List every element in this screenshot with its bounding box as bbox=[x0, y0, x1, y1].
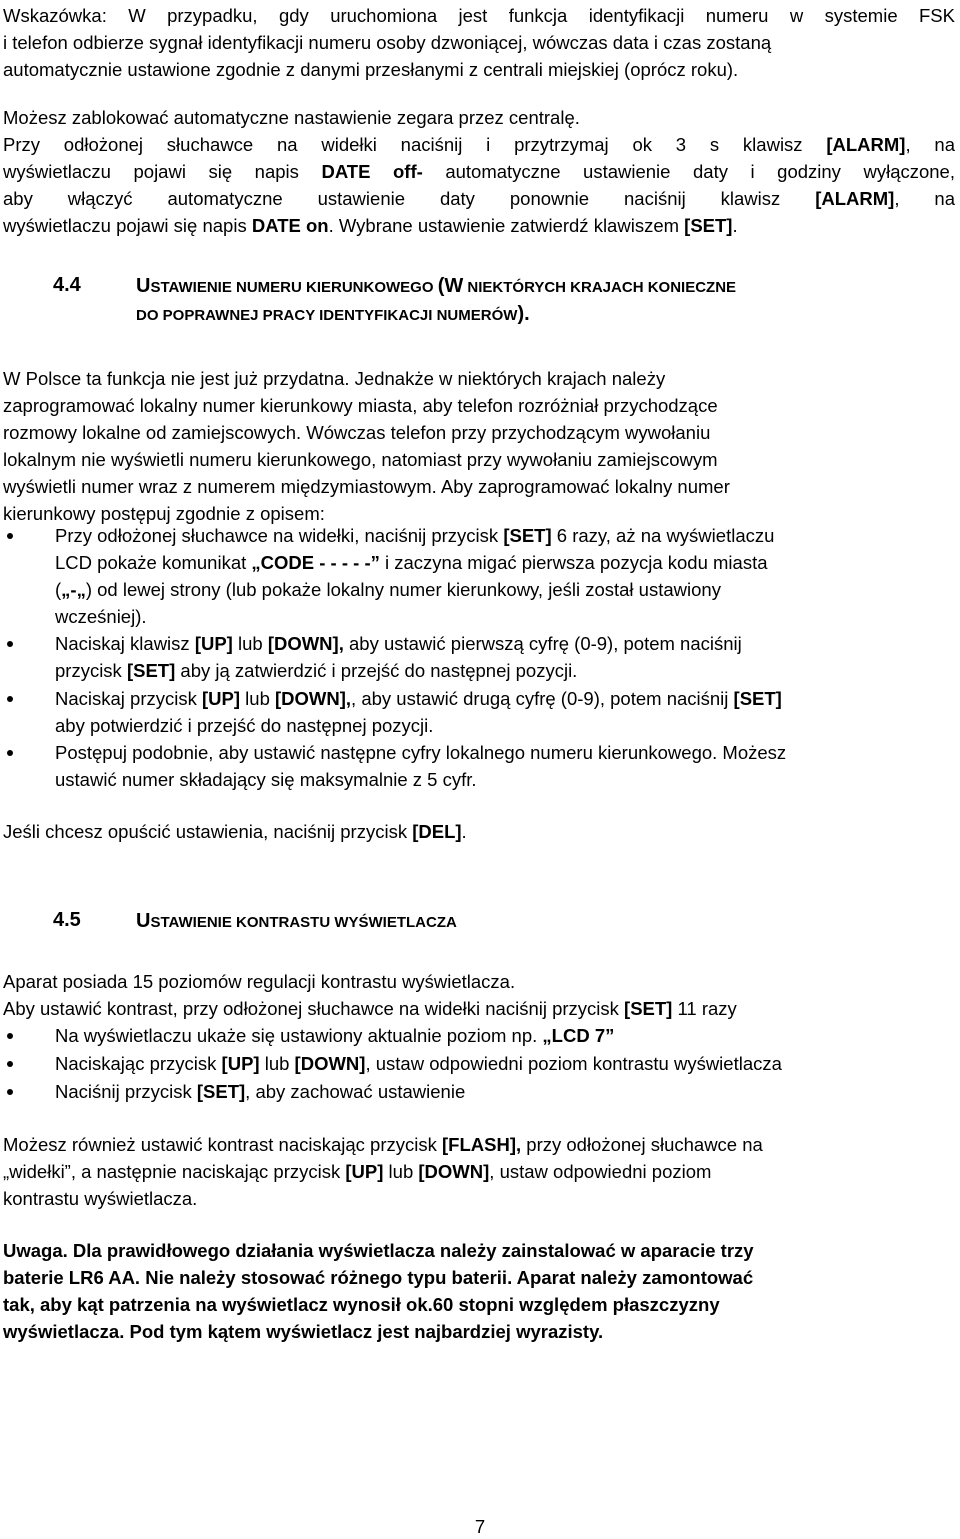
page-number: 7 bbox=[474, 1516, 486, 1537]
del-key-label: [DEL] bbox=[412, 821, 462, 842]
bullet-icon bbox=[7, 1033, 13, 1039]
bullet-icon bbox=[7, 641, 13, 647]
text-line: wyświetlaczu pojawi się napis DATE on. Wybrane ustawienie zatwierdź klawiszem [SET]. bbox=[3, 215, 738, 236]
bullet-icon bbox=[7, 1089, 13, 1095]
bullet-icon bbox=[7, 533, 13, 539]
text-line: W Polsce ta funkcja nie jest już przydatna. Jednakże w niektórych krajach należy bbox=[3, 368, 666, 389]
text-line: kierunkowy postępuj zgodnie z opisem: bbox=[3, 503, 325, 524]
text-line: Wskazówka: W przypadku, gdy uruchomiona jest funkcja identyfikacji numeru w systemie FSK bbox=[3, 5, 955, 26]
set-key-label: [SET] bbox=[684, 215, 733, 236]
bullet-icon bbox=[7, 750, 13, 756]
section-number: 4.4 bbox=[53, 274, 81, 296]
alarm-key-label: [ALARM] bbox=[826, 134, 906, 155]
cancel-instruction: Jeśli chcesz opuścić ustawienia, naciśnij przycisk [DEL]. bbox=[3, 821, 467, 842]
text-line: lokalnym nie wyświetli numeru kierunkowego, natomiast przy wywołaniu zamiejscowym bbox=[3, 449, 718, 470]
contrast-paragraph: Aparat posiada 15 poziomów regulacji kontrastu wyświetlacza. Aby ustawić kontrast, przy odłożonej słuchawce na widełki naciśnij przycisk [SET] 11 razy bbox=[3, 971, 737, 1019]
section-number: 4.5 bbox=[53, 909, 81, 931]
bullet-icon bbox=[7, 696, 13, 702]
text-line: zaprogramować lokalny numer kierunkowy miasta, aby telefon rozróżniał przychodzące bbox=[3, 395, 718, 416]
text-line: wyświetlaczu pojawi się napis DATE off- automatyczne ustawienie daty i godziny wyłączone, bbox=[3, 161, 955, 182]
section-title-line2: DO POPRAWNEJ PRACY IDENTYFIKACJI NUMERÓW). bbox=[136, 303, 530, 325]
date-on-label: DATE on bbox=[251, 215, 329, 236]
section-title: USTAWIENIE NUMERU KIERUNKOWEGO (W NIEKTÓRYCH KRAJACH KONIECZNE bbox=[136, 275, 737, 297]
area-code-paragraph bbox=[3, 365, 955, 527]
text-line: i telefon odbierze sygnał identyfikacji numeru osoby dzwoniącej, wówczas data i czas zostaną bbox=[3, 32, 772, 53]
text-line: Możesz zablokować automatyczne nastawienie zegara przez centralę. bbox=[3, 107, 580, 128]
bullet-icon bbox=[7, 1061, 13, 1067]
code-message-label: „CODE - - - - -” bbox=[251, 552, 380, 573]
battery-warning-note: Uwaga. Dla prawidłowego działania wyświetlacza należy zainstalować w aparacie trzy baterie LR6 AA. Nie należy stosować różnego typu baterii. Aparat należy zamontować tak, aby kąt patrzenia na wyświetlacz wynosił ok.60 stopni względem płaszczyzny wyświetlacza. Pod tym kątem wyświetlacz jest najbardziej wyrazisty. bbox=[3, 1240, 754, 1342]
fsk-tip-paragraph bbox=[3, 2, 955, 83]
manual-page: Wskazówka: W przypadku, gdy uruchomiona jest funkcja identyfikacji numeru w systemie FSK i telefon odbierze sygnał identyfikacji numeru osoby dzwoniącej, wówczas data i czas zostaną automatycznie ustawione zgodnie z danymi przesłanymi z centrali miejskiej (oprócz roku). Możesz zablokować automatyczne nastawienie zegara przez centralę. Przy odłożonej słuchawce na widełki naciśnij i przytrzymaj ok 3 s klawisz [ALARM], na wyświetlaczu pojawi się napis DATE off- automatyczne ustawienie daty i godziny wyłączone, aby włączyć automatyczne ustawienie daty ponownie naciśnij klawisz [ALARM], na wyświetlaczu pojawi się napis DATE on. Wybrane ustawienie zatwierdź klawiszem [SET]. 4.4 USTAWIENIE NUMERU KIERUNKOWEGO (W NIEKTÓRYCH KRAJACH KONIECZNE DO POPRAWNEJ PRACY IDENTYFIKACJI NUMERÓW). W Polsce ta funkcja nie jest już przydatna. Jednakże w niektórych krajach należy zaprogramować lokalny numer kierunkowy miasta, aby telefon rozróżniał przychodzące rozmowy lokalne od zamiejscowych. Wówczas telefon przy przychodzącym wywołaniu lokalnym nie wyświetli numeru kierunkowego, natomiast przy wywołaniu zamiejscowym wyświetli numer wraz z numerem międzymiastowym. Aby zaprogramować lokalny numer kierunkowy postępuj zgodnie z opisem: Przy odłożonej słuchawce na widełki, naciśnij przycisk [SET] 6 razy, aż na wyświetlaczu LCD pokaże komunikat „CODE - - - - -” i zaczyna migać pierwsza pozycja kodu miasta („-„) od lewej strony (lub pokaże lokalny numer kierunkowy, jeśli został ustawiony wcześniej). Naciskaj klawisz [UP] lub [DOWN], aby ustawić pierwszą cyfrę (0-9), potem naciśnij przycisk [SET] aby ją zatwierdzić i przejść do następnej pozycji. Naciskaj przycisk [UP] lub [DOWN],, aby ustawić drugą cyfrę (0-9), potem naciśnij [SET] aby potwierdzić i przejść do następnej pozycji. Postępuj podobnie, aby ustawić następne cyfry lokalnego numeru kierunkowego. Możesz ustawić numer składający się maksymalnie z 5 cyfr. Jeśli chcesz opuścić ustawienia, naciśnij przycisk [DEL]. 4.5 USTAWIENIE KONTRASTU WYŚWIETLACZA Aparat posiada 15 poziomów regulacji kontrastu wyświetlacza. Aby ustawić kontrast, przy odłożonej słuchawce na widełki naciśnij przycisk [SET] 11 razy Na wyświetlaczu ukaże się ustawiony aktualnie poziom np. „LCD 7” Naciskając przycisk [UP] lub [DOWN], ustaw odpowiedni poziom kontrastu wyświetlacza Naciśnij przycisk [SET], aby zachować ustawienie Możesz również ustawić kontrast naciskając przycisk [FLASH], przy odłożonej słuchawce na „widełki”, a następnie naciskając przycisk [UP] lub [DOWN], ustaw odpowiedni poziom kontrastu wyświetlacza. Uwaga. Dla prawidłowego działania wyświetlacza należy zainstalować w aparacie trzy baterie LR6 AA. Nie należy stosować różnego typu baterii. Aparat należy zamontować tak, aby kąt patrzenia na wyświetlacz wynosił ok.60 stopni względem płaszczyzny wyświetlacza. Pod tym kątem wyświetlacz jest najbardziej wyrazisty. 7 bbox=[0, 0, 960, 1539]
alarm-key-label: [ALARM] bbox=[815, 188, 895, 209]
text-line: rozmowy lokalne od zamiejscowych. Wówczas telefon przy przychodzącym wywołaniu bbox=[3, 422, 711, 443]
flash-paragraph: Możesz również ustawić kontrast naciskając przycisk [FLASH], przy odłożonej słuchawce na „widełki”, a następnie naciskając przycisk [UP] lub [DOWN], ustaw odpowiedni poziom kontrastu wyświetlacza. bbox=[3, 1134, 763, 1209]
text-line: automatycznie ustawione zgodnie z danymi przesłanymi z centrali miejskiej (oprócz roku). bbox=[3, 59, 739, 80]
text-line: wyświetli numer wraz z numerem międzymiastowym. Aby zaprogramować lokalny numer bbox=[3, 476, 730, 497]
text-line: aby włączyć automatyczne ustawienie daty ponownie naciśnij klawisz [ALARM], na bbox=[3, 188, 956, 209]
text-line: Przy odłożonej słuchawce na widełki naciśnij i przytrzymaj ok 3 s klawisz [ALARM], na bbox=[3, 134, 956, 155]
section-title: USTAWIENIE KONTRASTU WYŚWIETLACZA bbox=[136, 910, 457, 932]
date-off-label: DATE off- bbox=[321, 161, 423, 182]
block-clock-paragraph bbox=[3, 104, 955, 131]
date-auto-paragraph bbox=[3, 131, 955, 239]
